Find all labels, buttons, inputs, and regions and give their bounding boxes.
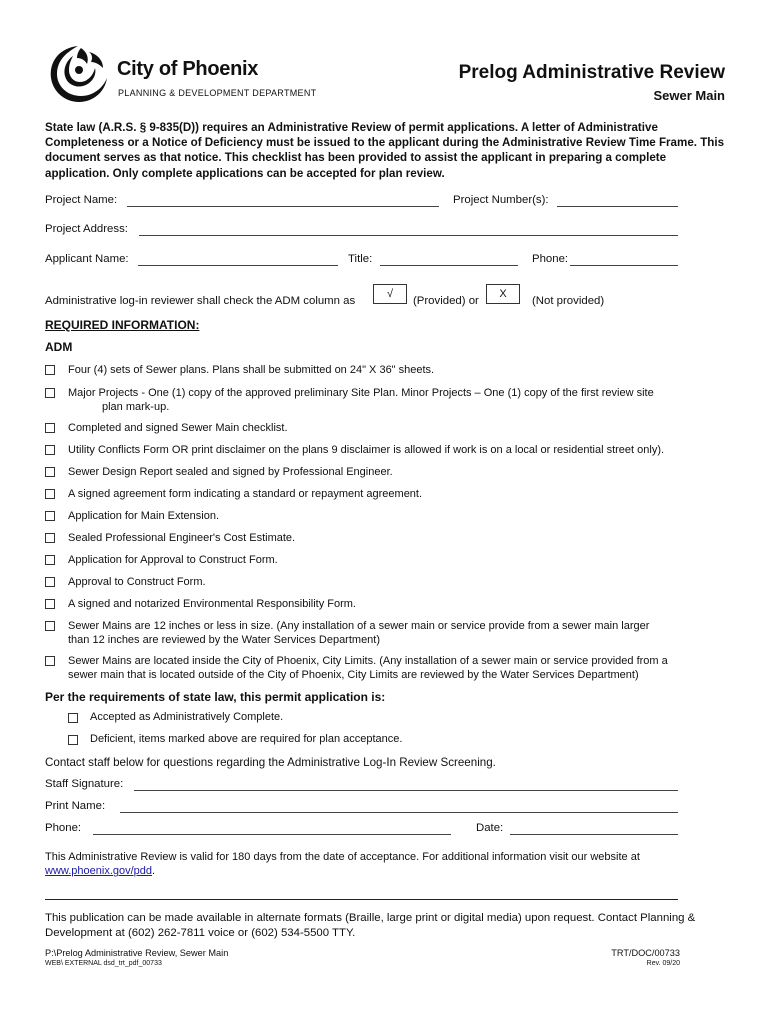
- status-heading: Per the requirements of state law, this permit application is:: [45, 690, 386, 704]
- website-link[interactable]: www.phoenix.gov/pdd: [45, 865, 153, 878]
- adm-checkbox[interactable]: [45, 445, 55, 455]
- document-subtitle: Sewer Main: [653, 88, 725, 103]
- footer-web-id: WEB\ EXTERNAL dsd_trt_pdf_00733: [45, 960, 162, 967]
- required-item: [68, 465, 728, 479]
- provided-mark-box: √: [373, 284, 407, 304]
- project-number-label: Project Number(s):: [453, 194, 549, 206]
- accepted-label: Accepted as Administratively Complete.: [90, 711, 284, 723]
- required-item-text-continued: than 12 inches are reviewed by the Water Services Department): [68, 634, 381, 647]
- required-item-text: Four (4) sets of Sewer plans. Plans shall be submitted on 24" X 36" sheets.: [68, 364, 435, 376]
- required-item: [68, 619, 728, 647]
- required-item-text-continued: sewer main that is located outside of the City of Phoenix, City Limits are reviewed by the Water Services Department): [68, 669, 639, 682]
- adm-checkbox[interactable]: [45, 489, 55, 499]
- required-item-text: A signed and notarized Environmental Responsibility Form.: [68, 598, 356, 610]
- document-title: Prelog Administrative Review: [458, 62, 725, 83]
- footer-path: P:\Prelog Administrative Review, Sewer Main: [45, 948, 229, 958]
- required-item-text-continued: plan mark-up.: [102, 401, 170, 414]
- staff-signature-field[interactable]: [134, 790, 678, 791]
- required-item: [68, 575, 728, 589]
- staff-signature-label: Staff Signature:: [45, 778, 124, 790]
- adm-column-heading: ADM: [45, 340, 73, 354]
- required-item-text: Sewer Mains are 12 inches or less in size. (Any installation of a sewer main or service provide from a sewer main larger: [68, 620, 650, 632]
- required-item-text: Sewer Mains are located inside the City of Phoenix, City Limits. (Any installation of a sewer main or service provided from a: [68, 655, 668, 667]
- required-item-text: Utility Conflicts Form OR print disclaimer on the plans 9 disclaimer is allowed if work is on a local or residential street only).: [68, 444, 665, 456]
- applicant-name-field[interactable]: [138, 265, 338, 266]
- adm-checkbox[interactable]: [45, 511, 55, 521]
- org-name: City of Phoenix: [117, 58, 259, 80]
- accepted-checkbox[interactable]: [68, 713, 78, 723]
- required-item: [68, 654, 728, 682]
- not-provided-mark-box: X: [486, 284, 520, 304]
- required-item-text: Sealed Professional Engineer's Cost Estimate.: [68, 532, 296, 544]
- date-label: Date:: [476, 822, 504, 834]
- required-item: [68, 509, 728, 523]
- required-item-text: Approval to Construct Form.: [68, 576, 206, 588]
- required-item-text: Completed and signed Sewer Main checklist.: [68, 422, 288, 434]
- required-item: [68, 597, 728, 611]
- phoenix-bird-logo-icon: [45, 42, 111, 106]
- org-department: PLANNING & DEVELOPMENT DEPARTMENT: [118, 88, 317, 98]
- adm-checkbox[interactable]: [45, 423, 55, 433]
- phone-label: Phone:: [532, 253, 569, 265]
- required-item: [68, 443, 728, 457]
- footer-revision: Rev. 09/20: [646, 960, 680, 967]
- phone-field[interactable]: [570, 265, 678, 266]
- project-number-field[interactable]: [557, 206, 678, 207]
- required-item-text: Major Projects - One (1) copy of the approved preliminary Site Plan. Minor Projects – One (1) copy of the first review site: [68, 387, 654, 399]
- not-provided-label: (Not provided): [532, 295, 605, 307]
- adm-checkbox[interactable]: [45, 555, 55, 565]
- intro-paragraph: State law (A.R.S. § 9-835(D)) requires an Administrative Review of permit applications. A letter of Administrative Completeness or a Notice of Deficiency must be issued to the applicant during the Administrative Review Time Frame. This document serves as that notice. This checklist has been provided to assist the applicant in preparing a complete application. Only complete applications can be accepted for plan review.: [45, 121, 725, 180]
- required-item-text: Application for Approval to Construct Form.: [68, 554, 278, 566]
- title-label: Title:: [348, 253, 373, 265]
- date-field[interactable]: [510, 834, 678, 835]
- required-item: [68, 553, 728, 567]
- adm-checkbox[interactable]: [45, 533, 55, 543]
- required-item: [68, 421, 728, 435]
- adm-checkbox[interactable]: [45, 621, 55, 631]
- divider: [45, 899, 678, 900]
- reviewer-instruction: Administrative log-in reviewer shall check the ADM column as: [45, 295, 356, 307]
- title-field[interactable]: [380, 265, 518, 266]
- required-information-heading: REQUIRED INFORMATION:: [45, 318, 200, 332]
- staff-phone-label: Phone:: [45, 822, 82, 834]
- adm-checkbox[interactable]: [45, 365, 55, 375]
- required-item-text: Sewer Design Report sealed and signed by Professional Engineer.: [68, 466, 393, 478]
- footer-doc-id: TRT/DOC/00733: [611, 948, 680, 958]
- adm-checkbox[interactable]: [45, 388, 55, 398]
- applicant-name-label: Applicant Name:: [45, 253, 129, 265]
- adm-checkbox[interactable]: [45, 599, 55, 609]
- required-item-text: Application for Main Extension.: [68, 510, 220, 522]
- validity-text: This Administrative Review is valid for 180 days from the date of acceptance. For additional information visit our website at: [45, 851, 640, 863]
- print-name-field[interactable]: [120, 812, 678, 813]
- required-item-text: A signed agreement form indicating a standard or repayment agreement.: [68, 488, 423, 500]
- project-name-field[interactable]: [127, 206, 439, 207]
- accessibility-notice: This publication can be made available in alternate formats (Braille, large print or digital media) upon request. Contact Planning & Development at (602) 262-7811 voice or (602) 534-5500 TTY.: [45, 912, 696, 939]
- staff-phone-field[interactable]: [93, 834, 451, 835]
- required-item: [68, 487, 728, 501]
- project-name-label: Project Name:: [45, 194, 118, 206]
- required-item: [68, 363, 728, 377]
- print-name-label: Print Name:: [45, 800, 106, 812]
- adm-checkbox[interactable]: [45, 656, 55, 666]
- validity-paragraph: [45, 850, 725, 879]
- deficient-checkbox[interactable]: [68, 735, 78, 745]
- adm-checkbox[interactable]: [45, 467, 55, 477]
- required-item: [68, 531, 728, 545]
- required-item: [68, 386, 728, 414]
- project-address-label: Project Address:: [45, 223, 128, 235]
- project-address-field[interactable]: [139, 235, 678, 236]
- adm-checkbox[interactable]: [45, 577, 55, 587]
- contact-text: Contact staff below for questions regarding the Administrative Log-In Review Screening.: [45, 756, 496, 769]
- provided-label: (Provided) or: [413, 295, 479, 307]
- validity-period: .: [152, 865, 156, 878]
- deficient-label: Deficient, items marked above are required for plan acceptance.: [90, 733, 403, 745]
